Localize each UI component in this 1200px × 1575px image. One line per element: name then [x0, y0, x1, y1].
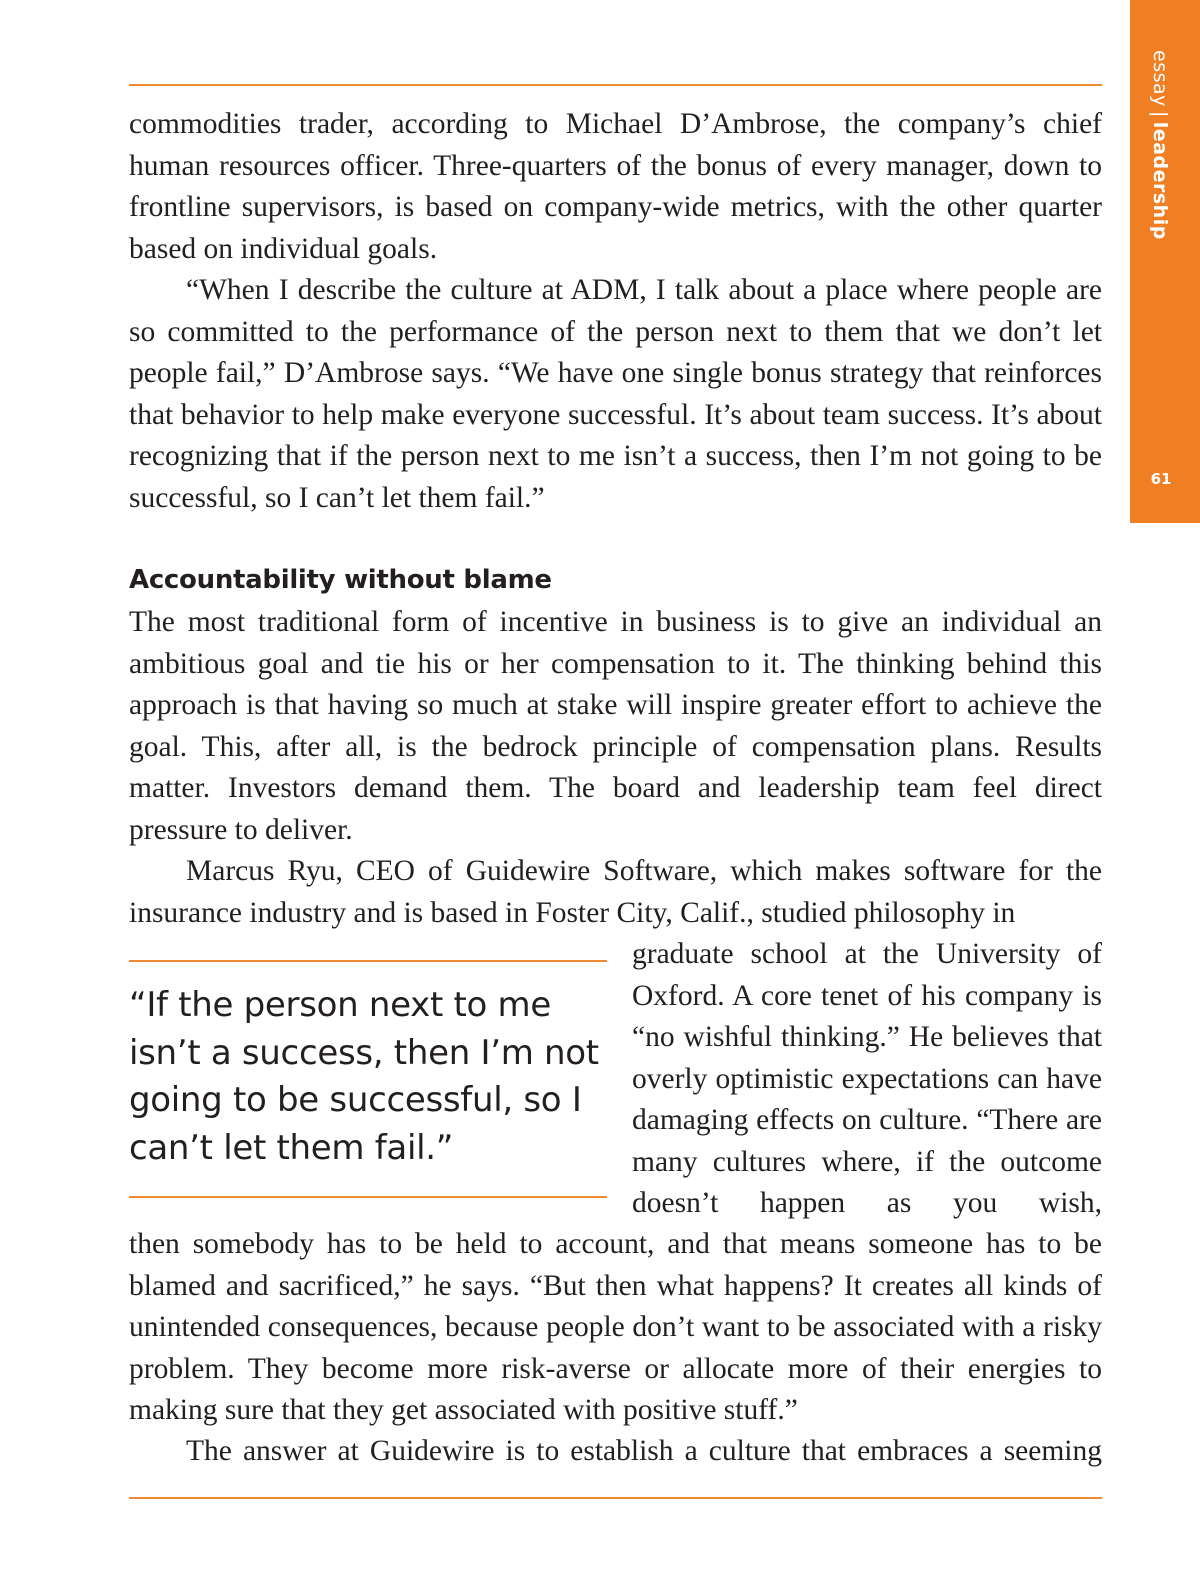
- body-paragraph-4-column: graduate school at the University of Oxford. A core tenet of his company is “no wishful thinking.” He believes that overly optimistic expectations can have damaging effects on culture. “There are many cultures where, if the outcome doesn’t happen as you wish,: [632, 938, 1102, 1219]
- body-paragraph-4-end: then somebody has to be held to account, and that means someone has to be blamed and sacrificed,” he says. “But then what happens? It creates all kinds of unintended consequences, because people don’t want to be associated with a risky problem. They become more risk-averse or allocate more of their energies to making sure that they get associated with positive stuff.”: [129, 1228, 1102, 1426]
- pull-quote: “If the person next to me isn’t a success, then I’m not going to be successful, so I can’t let them fail.”: [129, 985, 599, 1168]
- body-paragraph-2: “When I describe the culture at ADM, I talk about a place where people are so committed to the performance of the person next to them that we don’t let people fail,” D’Ambrose says. “We have one single bonus strategy that reinforces that behavior to help make everyone successful. It’s about team success. It’s about recognizing that if the person next to me isn’t a success, then I’m not going to be successful, so I can’t let them fail.”: [129, 274, 1102, 514]
- body-paragraph-3: The most traditional form of incentive in business is to give an individual an ambitious goal and tie his or her compensation to it. The thinking behind this approach is that having so much at stake will inspire greater effort to achieve the goal. This, after all, is the bedrock principle of compensation plans. Results matter. Investors demand them. The board and leadership team feel direct pressure to deliver.: [129, 606, 1102, 846]
- body-paragraph-4-start: Marcus Ryu, CEO of Guidewire Software, which makes software for the insurance industry and is based in Foster City, Calif., studied philosophy in: [129, 855, 1102, 929]
- section-name: essay: [1149, 50, 1171, 107]
- page-number: 61: [1150, 470, 1172, 488]
- bottom-rule: [129, 1497, 1102, 1499]
- pull-quote-top-rule: [129, 960, 607, 962]
- section-topic: leadership: [1149, 121, 1171, 240]
- section-heading: Accountability without blame: [129, 565, 552, 595]
- section-label: [1135, 50, 1185, 240]
- section-separator: |: [1149, 110, 1171, 118]
- pull-quote-bottom-rule: [129, 1196, 607, 1198]
- top-rule: [129, 84, 1102, 86]
- body-paragraph-1: commodities trader, according to Michael D’Ambrose, the company’s chief human resources officer. Three-quarters of the bonus of every manager, down to frontline supervisors, is based on company-wide metrics, with the other quarter based on individual goals.: [129, 108, 1102, 265]
- body-paragraph-5: The answer at Guidewire is to establish a culture that embraces a seeming: [186, 1435, 1102, 1467]
